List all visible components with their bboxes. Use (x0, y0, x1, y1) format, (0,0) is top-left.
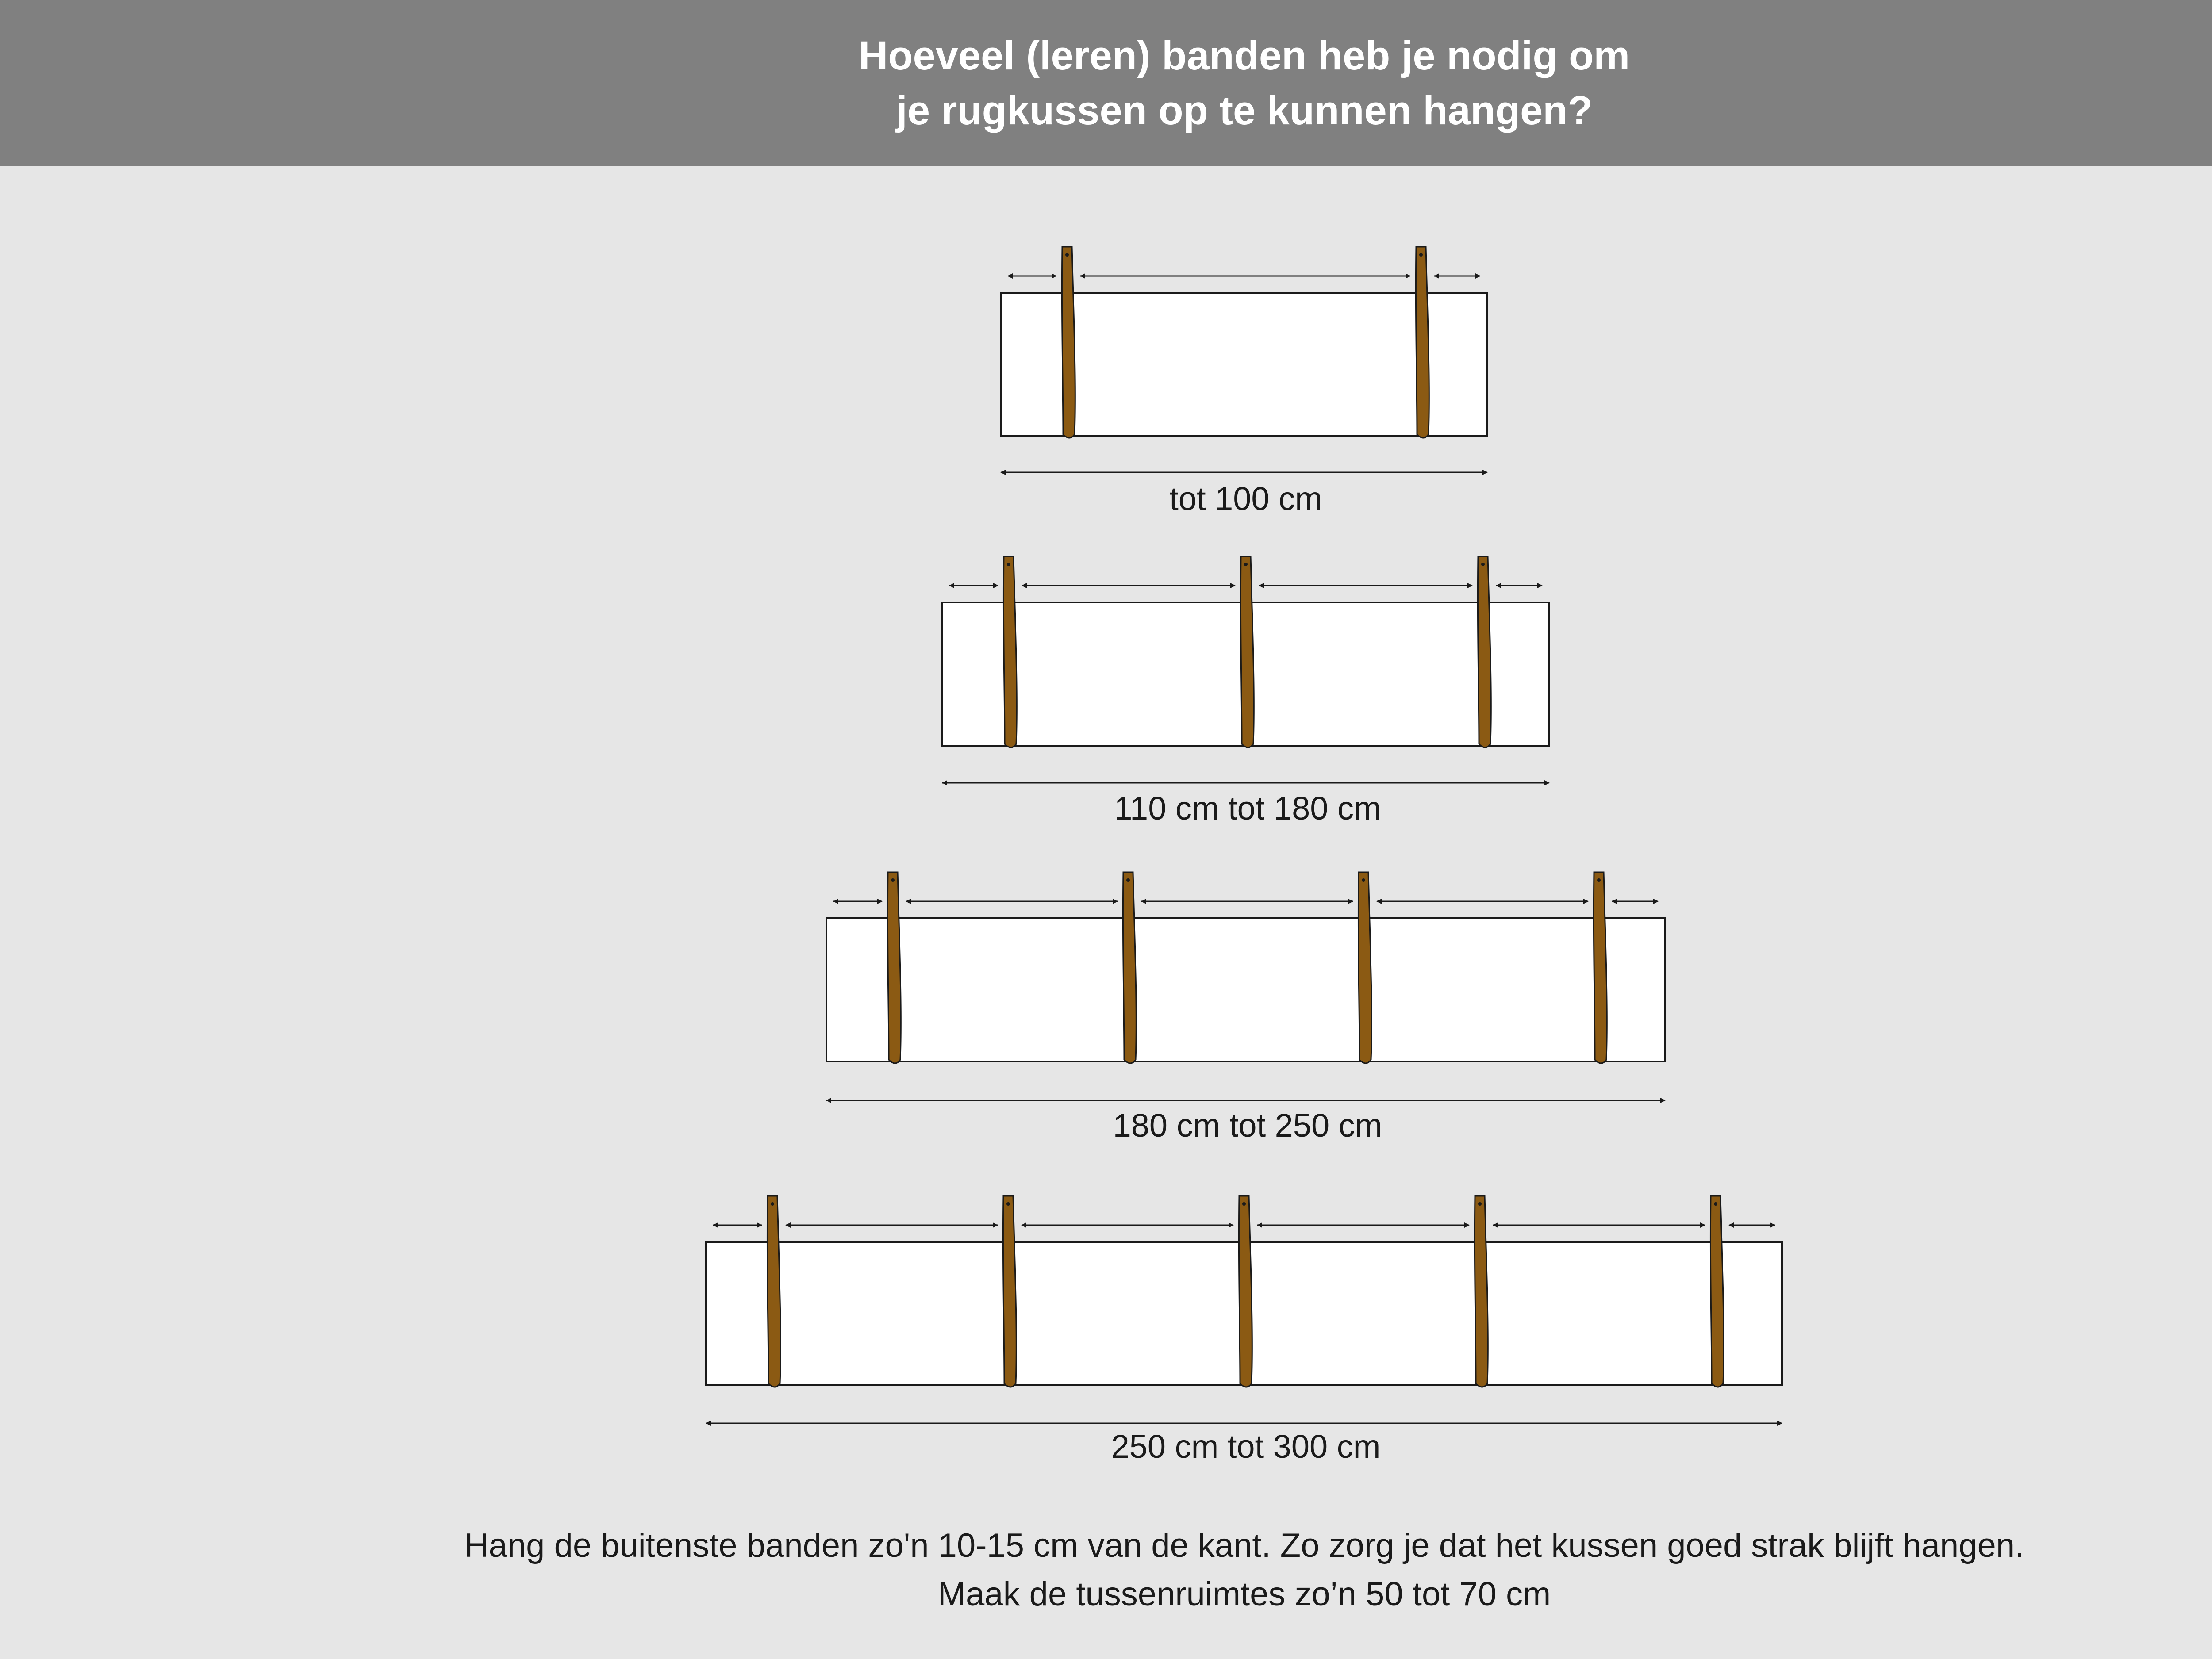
strap-rivet (1242, 1202, 1246, 1206)
strap-body (1710, 1196, 1724, 1387)
strap-rivet (1481, 563, 1485, 566)
cushion-config-1 (1001, 247, 1487, 517)
strap-rivet (1006, 1202, 1010, 1206)
strap-rivet (1007, 563, 1010, 566)
cushion (826, 918, 1665, 1061)
strap-body (1123, 872, 1136, 1063)
leather-strap (1003, 1196, 1016, 1387)
leather-strap (887, 872, 901, 1063)
footer-line-2: Maak de tussenruimtes zo’n 50 tot 70 cm (937, 1575, 1551, 1613)
cushion-config-3 (826, 872, 1665, 1144)
strap-rivet (1362, 878, 1365, 882)
strap-body (1416, 247, 1429, 438)
leather-strap (1123, 872, 1136, 1063)
width-label: 250 cm tot 300 cm (1111, 1428, 1381, 1465)
strap-rivet (771, 1202, 774, 1206)
header-banner (0, 0, 2212, 166)
title-line-1: Hoeveel (leren) banden heb je nodig om (858, 33, 1630, 78)
leather-strap (1358, 872, 1371, 1063)
strap-body (1003, 1196, 1016, 1387)
strap-rivet (1244, 563, 1248, 566)
leather-strap (1240, 556, 1254, 747)
leather-strap (1594, 872, 1607, 1063)
leather-strap (767, 1196, 780, 1387)
strap-rivet (1714, 1202, 1717, 1206)
strap-rivet (1597, 878, 1601, 882)
title-line-2: je rugkussen op te kunnen hangen? (896, 88, 1593, 133)
strap-body (1003, 556, 1017, 747)
leather-strap (1239, 1196, 1252, 1387)
strap-body (767, 1196, 780, 1387)
leather-strap (1003, 556, 1017, 747)
strap-rivet (891, 878, 895, 882)
strap-body (1240, 556, 1254, 747)
strap-body (1475, 1196, 1488, 1387)
leather-strap (1416, 247, 1429, 438)
width-label: 110 cm tot 180 cm (1114, 790, 1381, 827)
strap-body (1478, 556, 1491, 747)
footer-line-1: Hang de buitenste banden zo'n 10-15 cm van de kant. Zo zorg je dat het kussen goed strak blijft hangen. (464, 1527, 2024, 1564)
strap-body (1062, 247, 1075, 438)
strap-rivet (1065, 253, 1069, 257)
cushion-strap-diagram (0, 166, 2212, 1511)
strap-body (1239, 1196, 1252, 1387)
width-label: tot 100 cm (1169, 480, 1322, 517)
strap-rivet (1126, 878, 1130, 882)
strap-rivet (1419, 253, 1423, 257)
strap-body (1594, 872, 1607, 1063)
leather-strap (1710, 1196, 1724, 1387)
strap-body (1358, 872, 1371, 1063)
width-label: 180 cm tot 250 cm (1113, 1107, 1382, 1144)
cushion-config-2 (942, 556, 1549, 827)
strap-rivet (1478, 1202, 1482, 1206)
leather-strap (1478, 556, 1491, 747)
cushion-config-4 (706, 1196, 1782, 1465)
strap-body (887, 872, 901, 1063)
leather-strap (1475, 1196, 1488, 1387)
footer-note (0, 1521, 2212, 1619)
leather-strap (1062, 247, 1075, 438)
